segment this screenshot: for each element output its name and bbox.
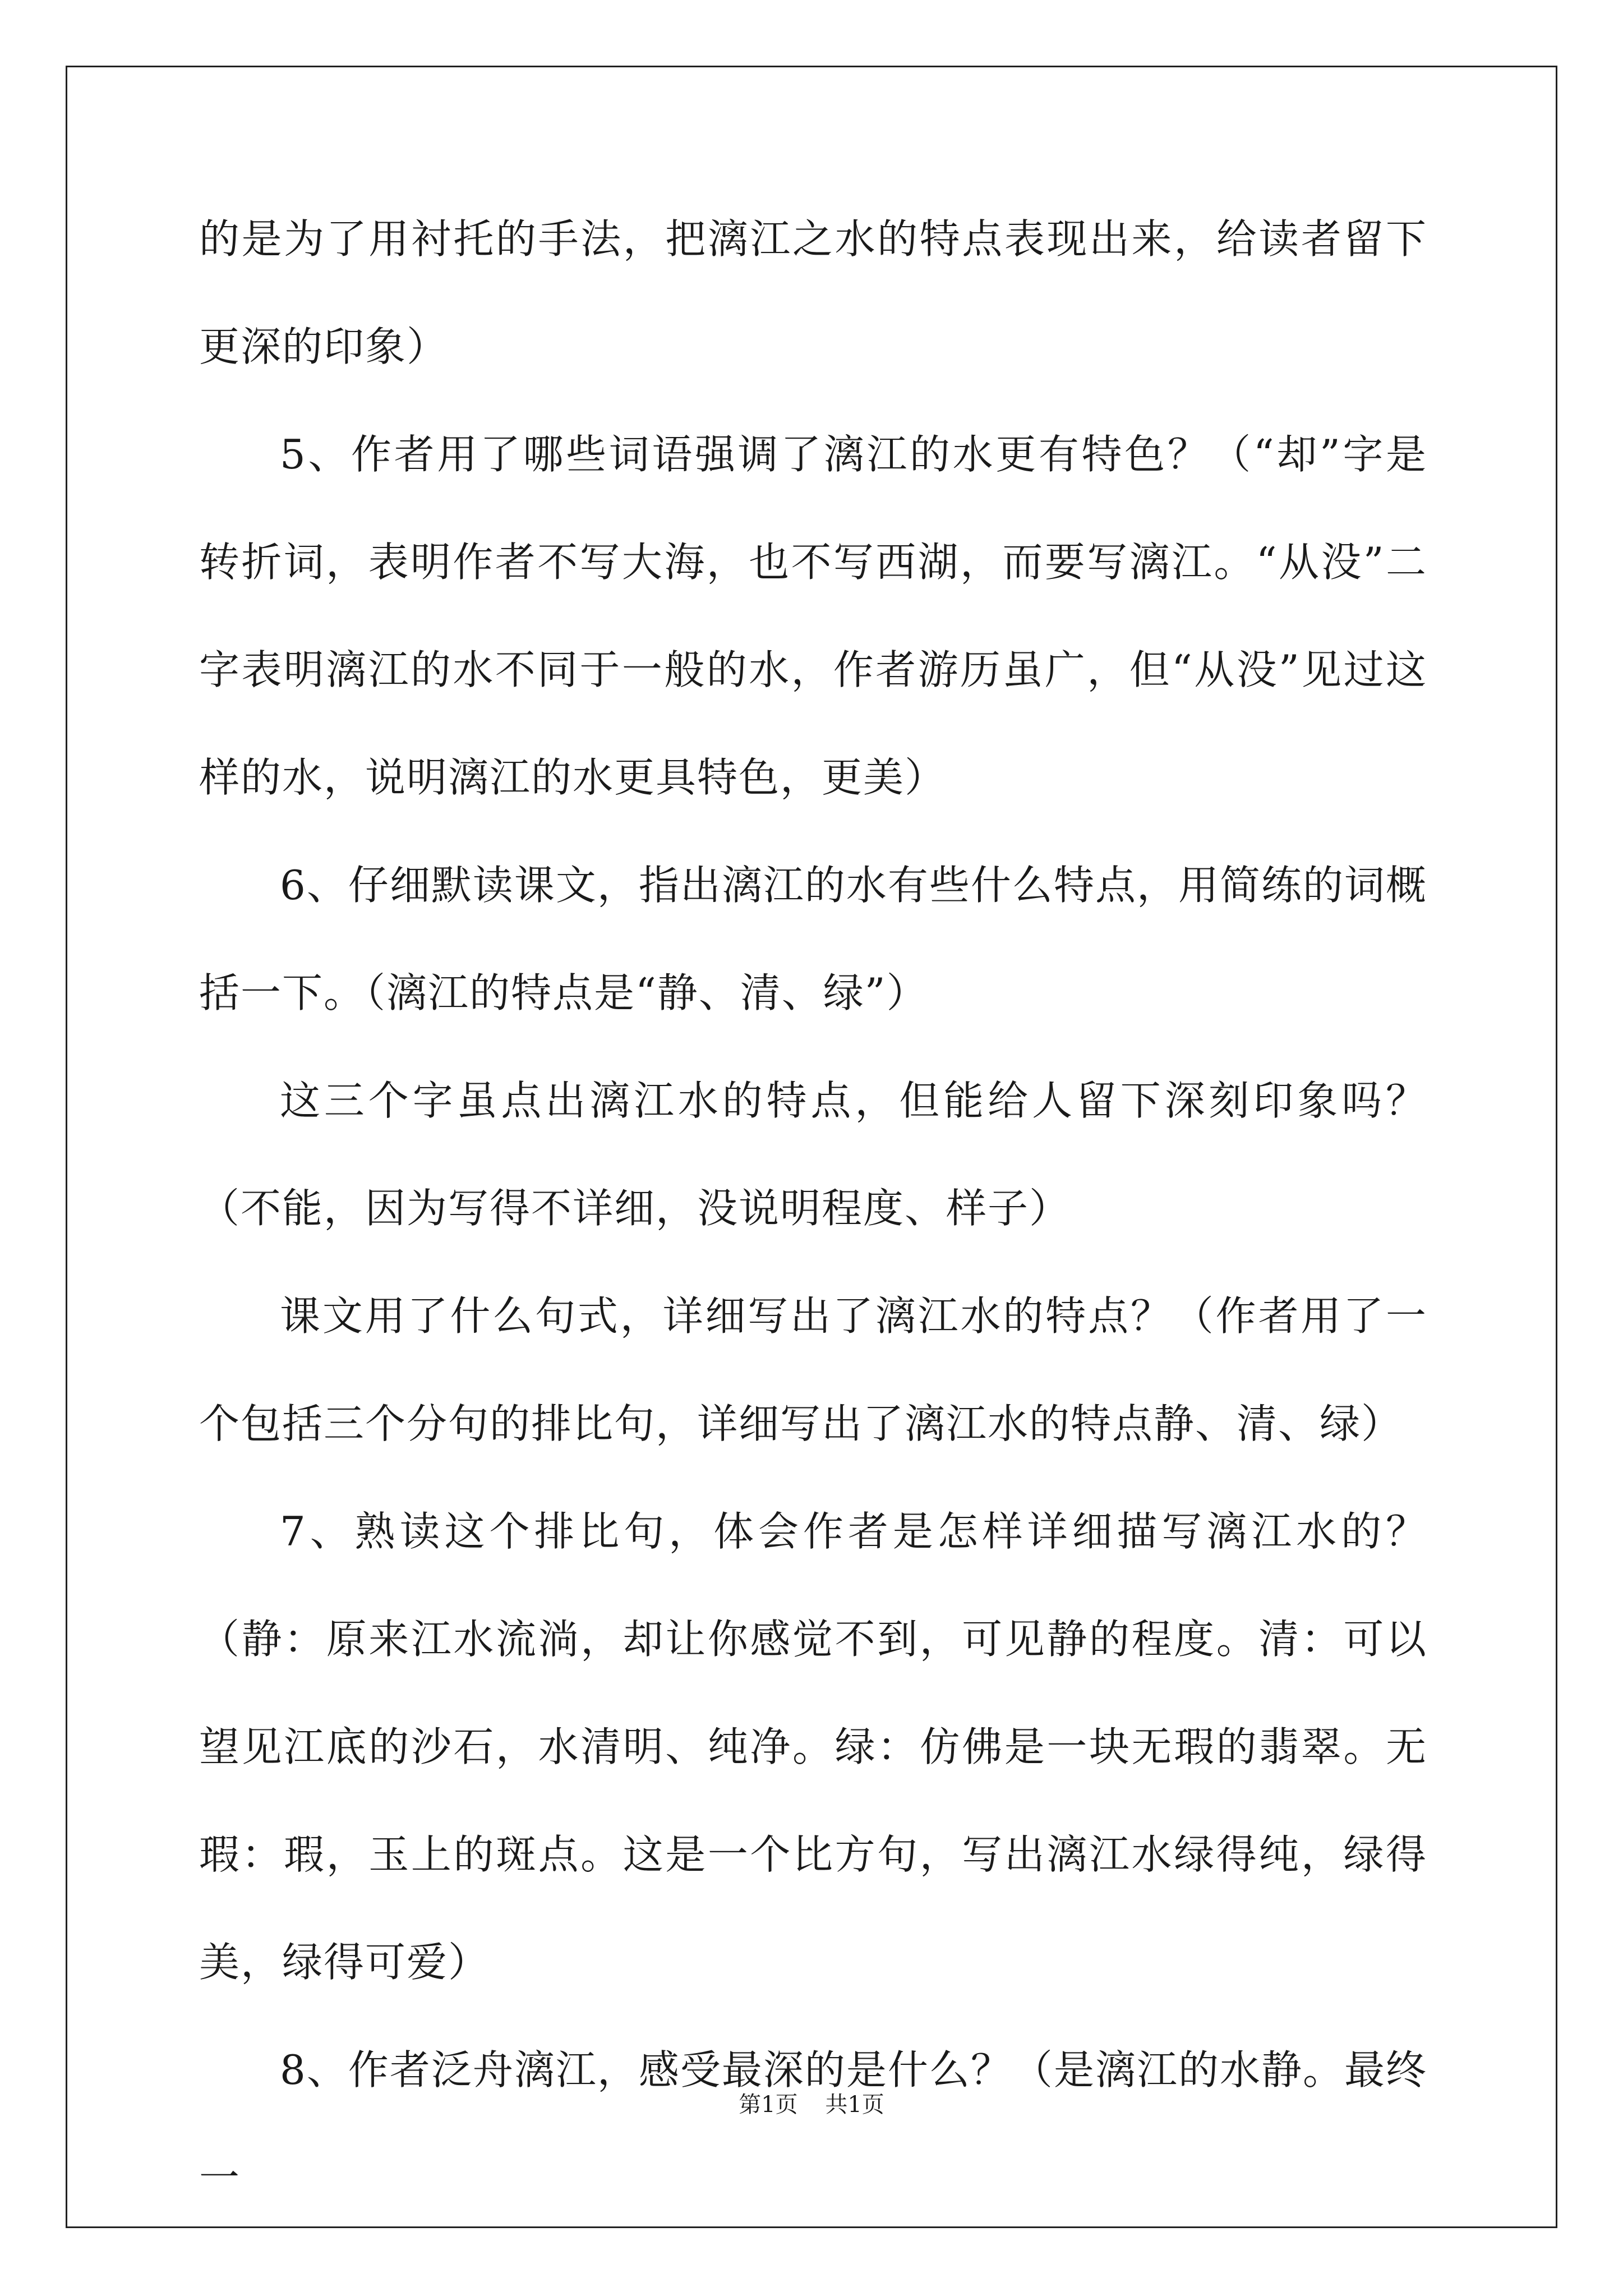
page-number-total: 共1页	[825, 2092, 884, 2118]
page-number-current: 第1页	[739, 2092, 798, 2118]
paragraph: 7、熟读这个排比句，体会作者是怎样详细描写漓江水的？（静：原来江水流淌，却让你感觉不到，可见静的程度。清：可以望见江底的沙石，水清明、纯净。绿：仿佛是一块无瑕的翡翠。无瑕：瑕，玉上的斑点。这是一个比方句，写出漓江水绿得纯，绿得美，绿得可爱）	[199, 1508, 1427, 1986]
paragraph: 5、作者用了哪些词语强调了漓江的水更有特色？（“却”字是转折词，表明作者不写大海，也不写西湖，而要写漓江。“从没”二字表明漓江的水不同于一般的水，作者游历虽广，但“从没”见过这样的水，说明漓江的水更具特色，更美）	[199, 431, 1427, 801]
paragraph: 8、作者泛舟漓江，感受最深的是什么？（是漓江的水静。最终一	[199, 2046, 1427, 2201]
paragraph: 6、仔细默读课文，指出漓江的水有些什么特点，用简练的词概括一下。（漓江的特点是“静、清、绿”）	[199, 862, 1427, 1016]
paragraph: 课文用了什么句式，详细写出了漓江水的特点？（作者用了一个包括三个分句的排比句，详细写出了漓江水的特点静、清、绿）	[199, 1292, 1427, 1447]
document-body	[199, 185, 1427, 2231]
paragraph: 的是为了用衬托的手法，把漓江之水的特点表现出来，给读者留下更深的印象）	[199, 215, 1427, 370]
page-footer	[0, 2087, 1623, 2119]
paragraph: 这三个字虽点出漓江水的特点，但能给人留下深刻印象吗？（不能，因为写得不详细，没说明程度、样子）	[199, 1077, 1427, 1232]
